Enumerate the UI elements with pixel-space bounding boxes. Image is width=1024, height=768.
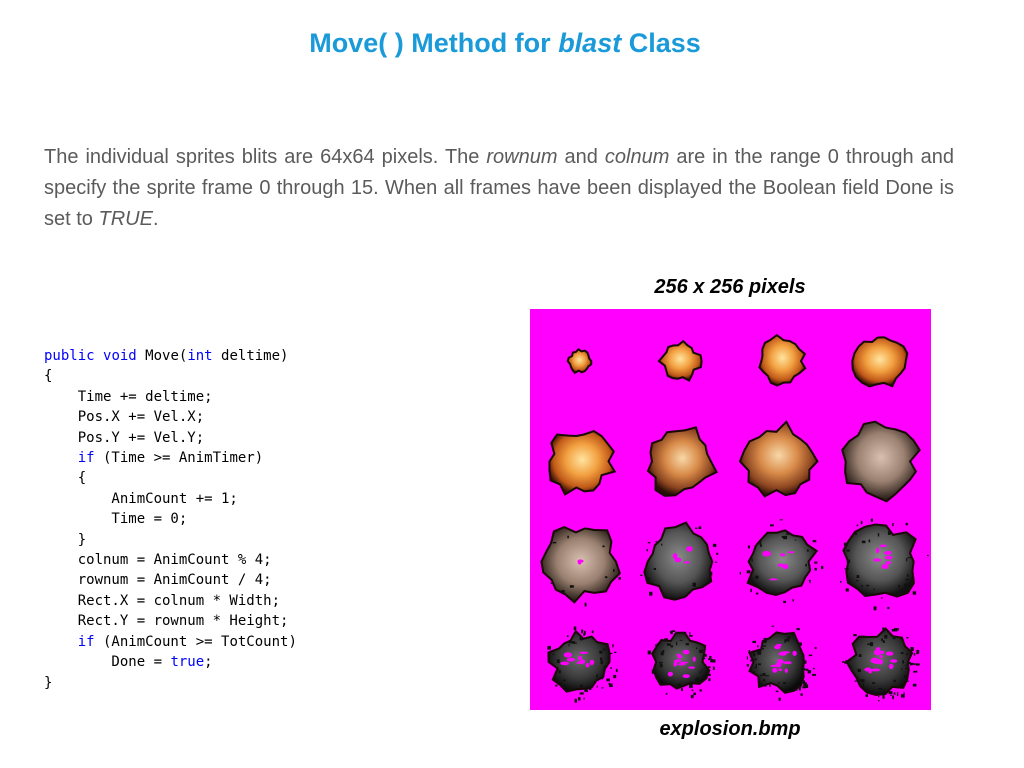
explosion-frame-11 [840,519,929,611]
explosion-frame-6 [740,422,817,497]
code-line: colnum = AnimCount % 4; [44,552,272,569]
code-line: Rect.Y = rownum * Height; [44,613,289,630]
code-line: { [44,470,87,487]
explosion-sprite-sheet [530,309,931,710]
code-keyword: true [170,654,205,671]
code-text: (AnimCount >= TotCount) [94,633,297,650]
title-suffix: Class [621,28,701,58]
code-block [44,346,297,693]
explosion-frame-2 [759,335,805,385]
explosion-frame-15 [842,628,919,702]
code-keyword: int [187,348,213,364]
code-line: Time = 0; [44,511,188,528]
explosion-frame-8 [541,527,621,606]
true-term: TRUE [98,208,153,230]
title-prefix: Move( ) Method for [309,28,559,58]
explosion-frame-10 [740,519,824,603]
explosion-frame-9 [640,523,718,601]
para-text-1: The individual sprites blits are 64x64 pixels. The [44,146,487,168]
explosion-frame-3 [852,337,907,386]
code-text: deltime) [212,348,289,364]
code-line: rownum = AnimCount / 4; [44,572,272,589]
code-line: } [44,674,53,691]
code-line: { [44,368,53,385]
code-line: } [44,531,87,548]
explosion-frame-0 [568,349,592,373]
description-paragraph [44,142,954,235]
explosion-frame-4 [550,431,615,494]
para-text-2: and [557,146,605,168]
image-size-caption: 256 x 256 pixels [654,276,806,298]
title-italic-word: blast [558,28,622,58]
explosion-frame-13 [648,630,716,698]
code-keyword: if [77,633,95,650]
code-text: Done = [44,654,171,671]
code-keyword: void [103,348,137,364]
colnum-term: colnum [604,146,670,168]
code-line: Pos.X += Vel.X; [44,409,205,426]
explosion-frame-12 [547,627,617,703]
code-line: Rect.X = colnum * Width; [44,592,281,609]
sprite-sheet-canvas [530,309,931,710]
image-filename-caption: explosion.bmp [659,718,801,740]
code-text: Move( [136,348,188,364]
code-text: (Time >= AnimTimer) [94,450,264,467]
explosion-frame-1 [659,341,702,380]
code-line: Pos.Y += Vel.Y; [44,429,205,446]
code-line: Time += deltime; [44,388,213,405]
rownum-term: rownum [486,146,558,168]
code-keyword: public [44,348,95,364]
code-text: ; [204,654,213,671]
para-text-3: are in the range 0 through and specify the sprite frame 0 through 15. When all frames have been displayed the Boolean field Done is set to [44,146,954,230]
code-keyword: if [77,450,95,467]
explosion-frame-5 [648,427,717,495]
code-line: AnimCount += 1; [44,490,238,507]
para-text-4: . [152,208,159,230]
explosion-frame-7 [842,422,920,502]
explosion-frame-14 [747,626,817,701]
slide-title [0,28,1010,59]
